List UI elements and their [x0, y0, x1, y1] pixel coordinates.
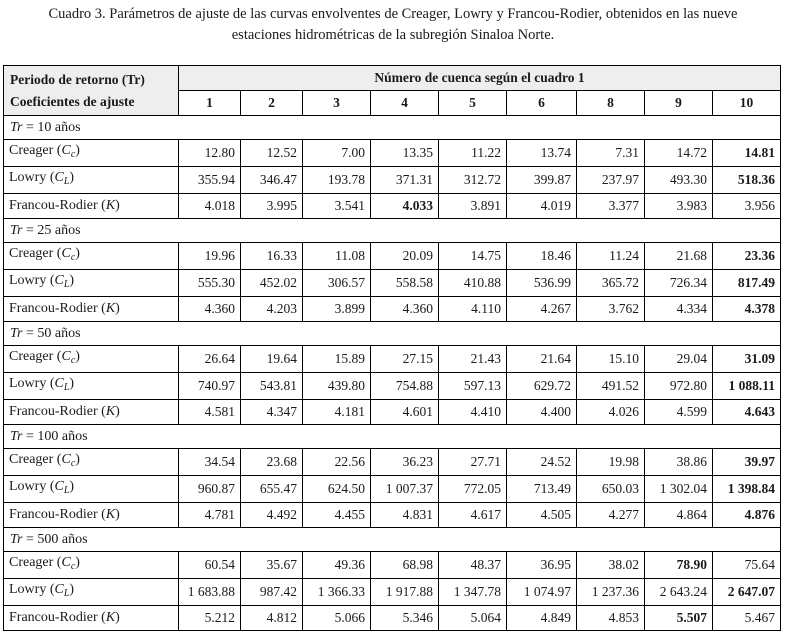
table-cell: 4.617	[439, 503, 507, 528]
table-cell: 4.181	[303, 400, 371, 425]
caption-line-2: estaciones hidrométricas de la subregión Sinaloa Norte.	[231, 27, 555, 43]
table-row-creager	[4, 140, 781, 167]
table-cell: 5.467	[713, 606, 781, 631]
table-cell: 4.400	[507, 400, 577, 425]
section-title: Tr = 500 años	[4, 528, 781, 552]
table-cell: 3.377	[577, 194, 645, 219]
table-cell: 346.47	[241, 167, 303, 194]
table-cell: 78.90	[645, 552, 713, 579]
row-label: Francou-Rodier (K)	[4, 297, 179, 322]
header-basin-group: Número de cuenca según el cuadro 1	[179, 66, 781, 91]
table-cell: 4.410	[439, 400, 507, 425]
table-cell: 4.360	[179, 297, 241, 322]
table-cell: 39.97	[713, 449, 781, 476]
table-cell: 7.00	[303, 140, 371, 167]
table-cell: 754.88	[371, 373, 439, 400]
table-cell: 3.995	[241, 194, 303, 219]
section-title: Tr = 50 años	[4, 322, 781, 346]
section-title: Tr = 100 años	[4, 425, 781, 449]
section-title: Tr = 10 años	[4, 116, 781, 140]
table-cell: 655.47	[241, 476, 303, 503]
row-label: Francou-Rodier (K)	[4, 606, 179, 631]
table-row-lowry	[4, 270, 781, 297]
table-cell: 1 398.84	[713, 476, 781, 503]
table-cell: 19.96	[179, 243, 241, 270]
header-basin-3: 3	[303, 91, 371, 116]
table-cell: 5.507	[645, 606, 713, 631]
table-cell: 21.68	[645, 243, 713, 270]
table-cell: 629.72	[507, 373, 577, 400]
caption-line-1: Cuadro 3. Parámetros de ajuste de las curvas envolventes de Creager, Lowry y Francou-Rodier, obtenidos en las nueve	[48, 6, 738, 22]
table-cell: 4.267	[507, 297, 577, 322]
row-label: Creager $(C_c)$	[4, 346, 179, 373]
table-row-francou-rodier	[4, 606, 781, 631]
section-row	[4, 116, 781, 140]
table-cell: 4.831	[371, 503, 439, 528]
table-cell: 1 007.37	[371, 476, 439, 503]
table-cell: 4.849	[507, 606, 577, 631]
table-cell: 491.52	[577, 373, 645, 400]
table-cell: 410.88	[439, 270, 507, 297]
table-cell: 4.455	[303, 503, 371, 528]
table-cell: 4.026	[577, 400, 645, 425]
table-cell: 365.72	[577, 270, 645, 297]
table-cell: 237.97	[577, 167, 645, 194]
table-cell: 4.601	[371, 400, 439, 425]
table-row-creager	[4, 449, 781, 476]
table-cell: 726.34	[645, 270, 713, 297]
table-cell: 558.58	[371, 270, 439, 297]
table-cell: 35.67	[241, 552, 303, 579]
table-cell: 36.95	[507, 552, 577, 579]
table-cell: 4.347	[241, 400, 303, 425]
table-cell: 1 074.97	[507, 579, 577, 606]
table-cell: 38.02	[577, 552, 645, 579]
row-label: Creager $(C_c)$	[4, 552, 179, 579]
table-cell: 306.57	[303, 270, 371, 297]
table-cell: 24.52	[507, 449, 577, 476]
table-cell: 4.643	[713, 400, 781, 425]
table-cell: 624.50	[303, 476, 371, 503]
table-cell: 3.983	[645, 194, 713, 219]
table-cell: 1 683.88	[179, 579, 241, 606]
header-basin-10: 10	[713, 91, 781, 116]
table-cell: 4.492	[241, 503, 303, 528]
table-row-lowry	[4, 476, 781, 503]
table-cell: 4.864	[645, 503, 713, 528]
table-cell: 38.86	[645, 449, 713, 476]
row-label: Francou-Rodier (K)	[4, 503, 179, 528]
table-body	[4, 116, 781, 631]
table-row-francou-rodier	[4, 297, 781, 322]
row-label: Creager $(C_c)$	[4, 140, 179, 167]
table-cell: 49.36	[303, 552, 371, 579]
row-label: Creager $(C_c)$	[4, 449, 179, 476]
table-cell: 713.49	[507, 476, 577, 503]
table-row-creager	[4, 346, 781, 373]
table-row-creager	[4, 243, 781, 270]
table-cell: 3.762	[577, 297, 645, 322]
header-basin-5: 5	[439, 91, 507, 116]
table-cell: 452.02	[241, 270, 303, 297]
table-cell: 36.23	[371, 449, 439, 476]
table-cell: 650.03	[577, 476, 645, 503]
table-cell: 5.066	[303, 606, 371, 631]
table-cell: 4.203	[241, 297, 303, 322]
table-cell: 1 237.36	[577, 579, 645, 606]
table-cell: 817.49	[713, 270, 781, 297]
header-coefficients: Coeficientes de ajuste	[10, 93, 135, 109]
section-row	[4, 322, 781, 346]
section-title: Tr = 25 años	[4, 219, 781, 243]
table-cell: 4.360	[371, 297, 439, 322]
table-cell: 740.97	[179, 373, 241, 400]
table-cell: 75.64	[713, 552, 781, 579]
table-cell: 13.35	[371, 140, 439, 167]
table-cell: 3.899	[303, 297, 371, 322]
table-cell: 14.75	[439, 243, 507, 270]
table-cell: 4.812	[241, 606, 303, 631]
table-cell: 3.541	[303, 194, 371, 219]
row-label: Creager $(C_c)$	[4, 243, 179, 270]
table-cell: 597.13	[439, 373, 507, 400]
row-label: Francou-Rodier (K)	[4, 194, 179, 219]
table-cell: 5.064	[439, 606, 507, 631]
header-basin-1: 1	[179, 91, 241, 116]
row-label: Lowry $(C_L)$	[4, 476, 179, 503]
table-cell: 1 347.78	[439, 579, 507, 606]
table-cell: 16.33	[241, 243, 303, 270]
table-cell: 4.277	[577, 503, 645, 528]
row-label: Lowry $(C_L)$	[4, 167, 179, 194]
table-cell: 987.42	[241, 579, 303, 606]
table-cell: 11.22	[439, 140, 507, 167]
table-cell: 7.31	[577, 140, 645, 167]
table-row-francou-rodier	[4, 194, 781, 219]
header-basin-2: 2	[241, 91, 303, 116]
table-cell: 23.36	[713, 243, 781, 270]
table-cell: 11.08	[303, 243, 371, 270]
table-cell: 371.31	[371, 167, 439, 194]
table-cell: 1 917.88	[371, 579, 439, 606]
table-cell: 23.68	[241, 449, 303, 476]
table-cell: 27.15	[371, 346, 439, 373]
table-header	[4, 66, 781, 116]
table-cell: 2 647.07	[713, 579, 781, 606]
table-cell: 4.033	[371, 194, 439, 219]
table-cell: 772.05	[439, 476, 507, 503]
table-cell: 355.94	[179, 167, 241, 194]
table-cell: 4.853	[577, 606, 645, 631]
table-cell: 543.81	[241, 373, 303, 400]
table-cell: 193.78	[303, 167, 371, 194]
header-basin-6: 6	[507, 91, 577, 116]
table-cell: 4.581	[179, 400, 241, 425]
section-row	[4, 425, 781, 449]
table-cell: 68.98	[371, 552, 439, 579]
table-cell: 3.891	[439, 194, 507, 219]
table-caption	[0, 4, 786, 46]
row-label: Lowry $(C_L)$	[4, 579, 179, 606]
table-cell: 536.99	[507, 270, 577, 297]
coefficients-table	[3, 65, 781, 631]
table-cell: 15.89	[303, 346, 371, 373]
table-row-francou-rodier	[4, 503, 781, 528]
table-cell: 493.30	[645, 167, 713, 194]
table-cell: 2 643.24	[645, 579, 713, 606]
table-cell: 11.24	[577, 243, 645, 270]
table-cell: 27.71	[439, 449, 507, 476]
table-cell: 19.98	[577, 449, 645, 476]
table-cell: 21.43	[439, 346, 507, 373]
table-cell: 960.87	[179, 476, 241, 503]
table-cell: 14.81	[713, 140, 781, 167]
table-cell: 1 088.11	[713, 373, 781, 400]
header-row-labels	[4, 66, 179, 116]
header-basin-8: 8	[577, 91, 645, 116]
table-cell: 4.599	[645, 400, 713, 425]
header-basin-9: 9	[645, 91, 713, 116]
table-row-lowry	[4, 373, 781, 400]
row-label: Lowry $(C_L)$	[4, 373, 179, 400]
table-cell: 4.781	[179, 503, 241, 528]
table-cell: 15.10	[577, 346, 645, 373]
table-cell: 4.018	[179, 194, 241, 219]
table-cell: 518.36	[713, 167, 781, 194]
table-cell: 48.37	[439, 552, 507, 579]
table-cell: 5.346	[371, 606, 439, 631]
table-cell: 14.72	[645, 140, 713, 167]
table-cell: 18.46	[507, 243, 577, 270]
table-cell: 4.505	[507, 503, 577, 528]
table-row-creager	[4, 552, 781, 579]
section-row	[4, 219, 781, 243]
table-cell: 399.87	[507, 167, 577, 194]
table-cell: 4.334	[645, 297, 713, 322]
table-cell: 21.64	[507, 346, 577, 373]
table-cell: 22.56	[303, 449, 371, 476]
table-cell: 972.80	[645, 373, 713, 400]
header-return-period: Periodo de retorno (Tr)	[10, 71, 145, 87]
table-cell: 312.72	[439, 167, 507, 194]
table-cell: 19.64	[241, 346, 303, 373]
table-cell: 1 366.33	[303, 579, 371, 606]
table-cell: 3.956	[713, 194, 781, 219]
table-cell: 12.52	[241, 140, 303, 167]
table-cell: 20.09	[371, 243, 439, 270]
table-cell: 60.54	[179, 552, 241, 579]
table-cell: 29.04	[645, 346, 713, 373]
table-cell: 4.110	[439, 297, 507, 322]
table-cell: 26.64	[179, 346, 241, 373]
row-label: Francou-Rodier (K)	[4, 400, 179, 425]
table-row-francou-rodier	[4, 400, 781, 425]
header-basin-4: 4	[371, 91, 439, 116]
table-cell: 4.019	[507, 194, 577, 219]
table-cell: 555.30	[179, 270, 241, 297]
table-cell: 4.378	[713, 297, 781, 322]
table-row-lowry	[4, 167, 781, 194]
section-row	[4, 528, 781, 552]
table-cell: 34.54	[179, 449, 241, 476]
table-cell: 439.80	[303, 373, 371, 400]
table-cell: 1 302.04	[645, 476, 713, 503]
table-cell: 4.876	[713, 503, 781, 528]
table-cell: 12.80	[179, 140, 241, 167]
table-cell: 5.212	[179, 606, 241, 631]
table-cell: 31.09	[713, 346, 781, 373]
table-row-lowry	[4, 579, 781, 606]
row-label: Lowry $(C_L)$	[4, 270, 179, 297]
table-cell: 13.74	[507, 140, 577, 167]
